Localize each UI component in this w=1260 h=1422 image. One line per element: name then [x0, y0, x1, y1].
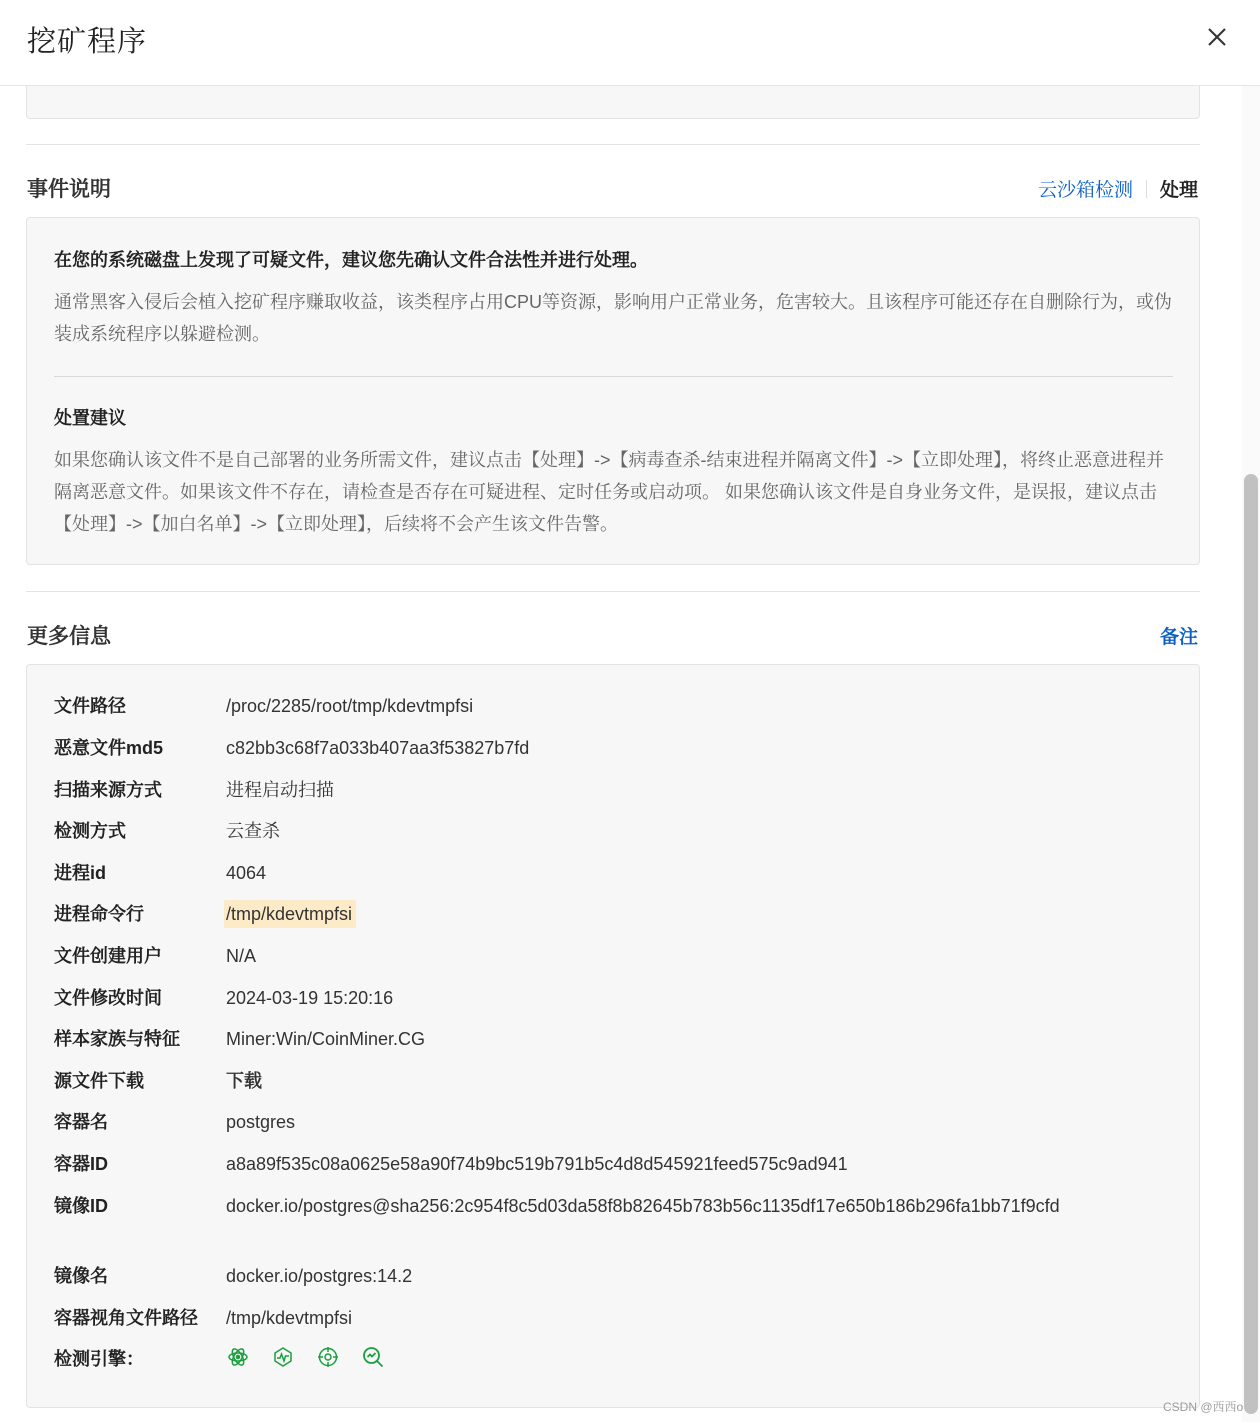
info-value: 4064	[226, 863, 267, 883]
info-label: 进程命令行	[54, 904, 144, 924]
info-label: 镜像名	[54, 1266, 108, 1286]
info-value: 云查杀	[226, 821, 280, 841]
info-label: 检测方式	[54, 821, 126, 841]
sandbox-detect-link[interactable]: 云沙箱检测	[1037, 180, 1133, 201]
info-value[interactable]: docker.io/postgres@sha256:2c954f8c5d03da58f8b82645b783b56c1135df17e650b186b296fa1bb71f9cfd	[226, 1196, 1060, 1216]
action-separator	[1146, 180, 1147, 198]
info-label: 镜像ID	[54, 1196, 108, 1216]
info-label: 容器名	[54, 1112, 108, 1132]
info-value: docker.io/postgres:14.2	[226, 1266, 413, 1286]
info-value: 2024-03-19 15:20:16	[226, 988, 394, 1008]
watermark: CSDN @西西o	[1163, 1400, 1244, 1414]
previous-section-box	[26, 86, 1200, 119]
drawer-title: 挖矿程序	[27, 26, 148, 58]
more-section-title: 更多信息	[27, 625, 111, 648]
info-label: 容器视角文件路径	[54, 1308, 198, 1328]
info-label: 文件修改时间	[54, 988, 162, 1008]
info-label: 容器ID	[54, 1154, 108, 1174]
info-label: 文件创建用户	[54, 946, 162, 966]
info-value[interactable]: c82bb3c68f7a033b407aa3f53827b7fd	[226, 738, 530, 758]
description-divider	[54, 376, 1173, 377]
waveform-engine-icon[interactable]	[271, 1345, 295, 1369]
info-value[interactable]: /proc/2285/root/tmp/kdevtmpfsi	[226, 696, 474, 716]
info-value: Miner:Win/CoinMiner.CG	[226, 1029, 426, 1049]
target-engine-icon[interactable]	[316, 1345, 340, 1369]
more-actions	[1160, 622, 1198, 649]
event-description-text: 通常黑客入侵后会植入挖矿程序赚取收益，该类程序占用CPU等资源，影响用户正常业务，危害较大。且该程序可能还存在自删除行为，或伪装成系统程序以躲避检测。	[54, 292, 1172, 344]
drawer-header	[0, 0, 1260, 86]
info-label: 样本家族与特征	[54, 1029, 180, 1049]
info-value: /tmp/kdevtmpfsi	[226, 1308, 353, 1328]
info-label: 检测引擎：	[54, 1349, 144, 1369]
divider	[26, 144, 1200, 145]
more-info-box	[26, 664, 1200, 1408]
event-actions	[1038, 175, 1198, 202]
search-chart-engine-icon[interactable]	[361, 1345, 385, 1369]
scrollbar-thumb[interactable]	[1244, 474, 1258, 1414]
cmdline-highlight-value[interactable]: /tmp/kdevtmpfsi	[224, 900, 356, 928]
info-label: 恶意文件md5	[54, 738, 164, 758]
info-value: postgres	[226, 1112, 296, 1132]
download-link[interactable]: 下载	[226, 1071, 262, 1091]
info-label: 源文件下载	[54, 1071, 144, 1091]
note-link[interactable]: 备注	[1159, 627, 1198, 648]
event-description-box	[26, 217, 1200, 565]
divider	[26, 591, 1200, 592]
info-label: 进程id	[54, 863, 106, 883]
info-label: 文件路径	[54, 696, 126, 716]
advice-title: 处置建议	[54, 408, 126, 428]
engine-icons	[226, 1345, 385, 1369]
info-label: 扫描来源方式	[54, 780, 162, 800]
event-lead-text: 在您的系统磁盘上发现了可疑文件，建议您先确认文件合法性并进行处理。	[54, 250, 648, 270]
info-value: N/A	[226, 946, 257, 966]
advice-text: 如果您确认该文件不是自己部署的业务所需文件，建议点击【处理】->【病毒查杀-结束进程并隔离文件】->【立即处理】，将终止恶意进程并隔离恶意文件。如果该文件不存在，请检查是否存在可疑进程、定时任务或启动项。 如果您确认该文件是自身业务文件，是误报，建议点击【处理】->【加白名单】->【立即处理】，后续将不会产生该文件告警。	[54, 450, 1164, 534]
info-value: 进程启动扫描	[226, 780, 334, 800]
info-value[interactable]: a8a89f535c08a0625e58a90f74b9bc519b791b5c4d8d545921feed575c9ad941	[226, 1154, 848, 1174]
handle-button[interactable]: 处理	[1159, 180, 1198, 201]
drawer-content[interactable]	[0, 86, 1242, 1422]
event-section-title: 事件说明	[27, 178, 111, 201]
atom-engine-icon[interactable]	[226, 1345, 250, 1369]
close-icon[interactable]	[1202, 22, 1232, 52]
